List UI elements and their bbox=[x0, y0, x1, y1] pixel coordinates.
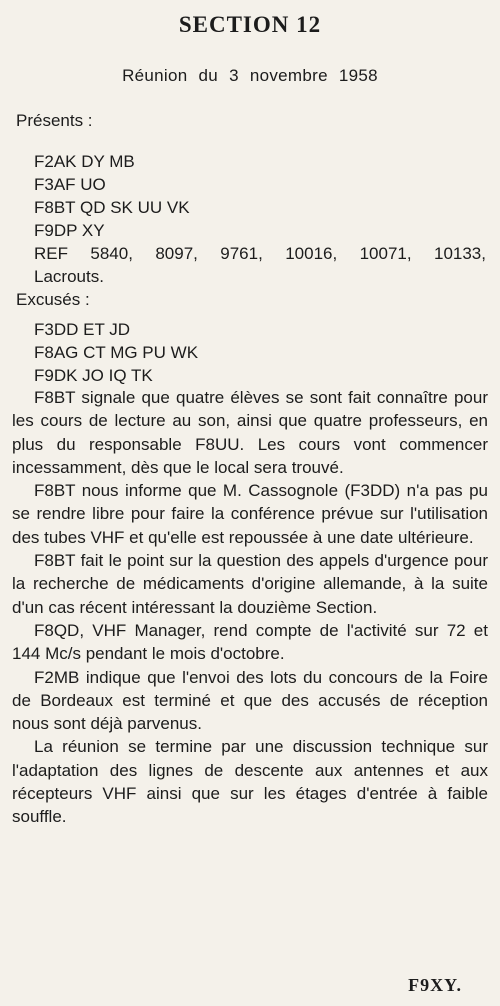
presents-list bbox=[34, 150, 486, 288]
paragraph: F8BT fait le point sur la question des appels d'urgence pour la recherche de médicaments d'origine allemande, à la suite d'un cas récent intéressant la douzième Section. bbox=[12, 551, 488, 617]
minutes-body bbox=[12, 386, 488, 829]
excuses-line: F8AG CT MG PU WK bbox=[34, 343, 199, 362]
paragraph: F8QD, VHF Manager, rend compte de l'activité sur 72 et 144 Mc/s pendant le mois d'octobre. bbox=[12, 620, 488, 664]
signature: F9XY. bbox=[408, 975, 462, 995]
presents-line: F2AK DY MB bbox=[34, 152, 135, 171]
presents-line: F9DP XY bbox=[34, 221, 105, 240]
section-title: SECTION 12 bbox=[178, 12, 322, 37]
presents-label: Présents : bbox=[16, 111, 93, 130]
ref-item: REF bbox=[34, 244, 68, 263]
paragraph: La réunion se termine par une discussion technique sur l'adaptation des lignes de descente aux antennes et aux récepteurs VHF ainsi que sur les étages d'entrée à faible souffle. bbox=[12, 737, 488, 827]
excuses-line: F3DD ET JD bbox=[34, 320, 131, 339]
ref-item: 5840, bbox=[90, 244, 133, 263]
paragraph: F8BT nous informe que M. Cassognole (F3DD) n'a pas pu se rendre libre pour faire la conférence prévue sur l'utilisation des tubes VHF et qu'elle est repoussée à une date ultérieure. bbox=[12, 481, 488, 547]
excuses-label: Excusés : bbox=[16, 290, 90, 309]
presents-line: F8BT QD SK UU VK bbox=[34, 198, 190, 217]
paragraph: F8BT signale que quatre élèves se sont fait connaître pour les cours de lecture au son, ainsi que quatre professeurs, en plus du responsable F8UU. Les cours vont commencer incessamment, dès que le local sera trouvé. bbox=[12, 388, 488, 477]
ref-tail: Lacrouts. bbox=[34, 267, 104, 286]
paragraph: F2MB indique que l'envoi des lots du concours de la Foire de Bordeaux est terminé et que des accusés de réception nous sont déjà parvenus. bbox=[12, 667, 488, 734]
excuses-line: F9DK JO IQ TK bbox=[34, 366, 153, 385]
ref-item: 8097, bbox=[155, 244, 198, 263]
excuses-list bbox=[34, 318, 486, 387]
ref-item: 9761, bbox=[220, 244, 263, 263]
meeting-date: Réunion du 3 novembre 1958 bbox=[122, 66, 378, 85]
ref-item: 10016, bbox=[285, 244, 338, 263]
ref-item: 10133, bbox=[433, 244, 486, 263]
presents-line: F3AF UO bbox=[34, 175, 106, 194]
ref-numbers-line bbox=[34, 242, 486, 265]
ref-item: 10071, bbox=[359, 244, 412, 263]
